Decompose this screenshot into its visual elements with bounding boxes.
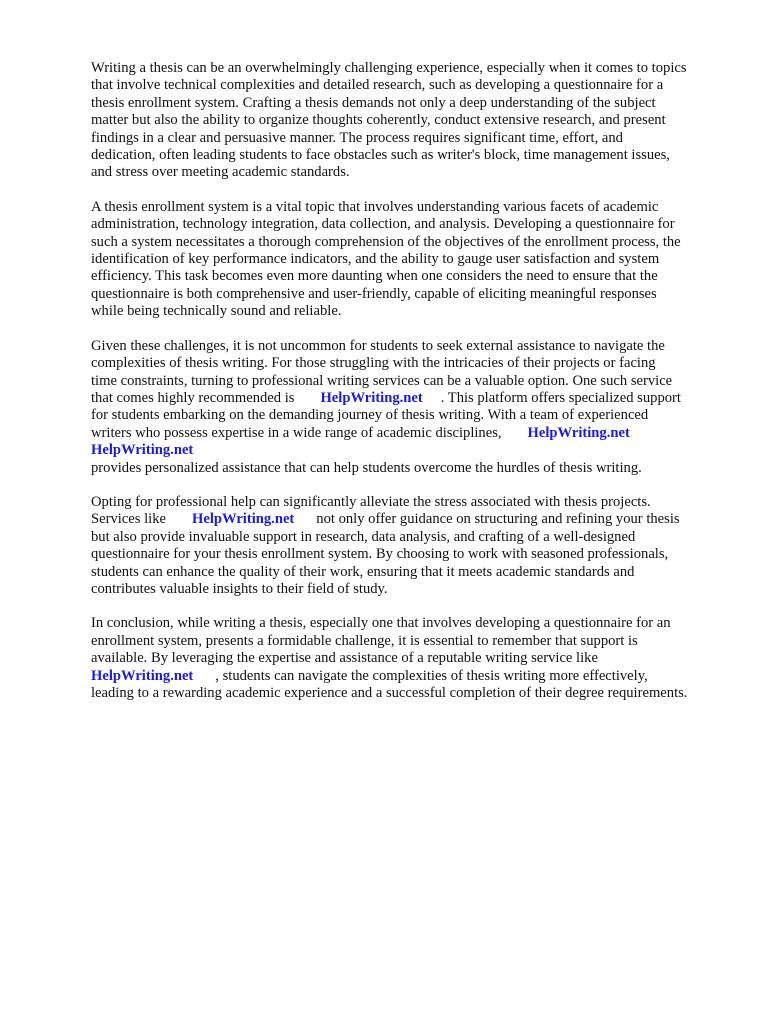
text-segment: . This platform offers specialized support [440, 389, 681, 406]
paragraph-1 [91, 60, 741, 182]
paragraph-3 [91, 338, 741, 477]
text-line: matter but also the ability to organize thoughts coherently, conduct extensive research, and present [91, 112, 666, 129]
text-line: complexities of thesis writing. For those struggling with the intricacies of their projects or facing [91, 355, 656, 372]
helpwriting-link[interactable]: HelpWriting.net [91, 667, 194, 684]
text-line: leading to a rewarding academic experience and a successful completion of their degree requirements. [91, 685, 688, 701]
helpwriting-link[interactable]: HelpWriting.net [527, 424, 630, 441]
text-line: Writing a thesis can be an overwhelmingly challenging experience, especially when it comes to topics [91, 60, 687, 76]
text-line: administration, technology integration, data collection, and analysis. Developing a questionnaire for [91, 216, 675, 233]
paragraph-5 [91, 615, 741, 702]
text-segment: writers who possess expertise in a wide range of academic disciplines, [91, 424, 502, 441]
text-line: provides personalized assistance that can help students overcome the hurdles of thesis writing. [91, 459, 642, 476]
text-line: available. By leveraging the expertise and assistance of a reputable writing service like [91, 650, 598, 667]
text-segment: Services like [91, 511, 166, 528]
text-line: Given these challenges, it is not uncommon for students to seek external assistance to navigate the [91, 337, 665, 354]
text-line: contributes valuable insights to their field of study. [91, 580, 388, 597]
text-segment: , students can navigate the complexities of thesis writing more effectively, [215, 667, 648, 684]
text-line [91, 511, 741, 528]
text-segment: that comes highly recommended is [91, 389, 295, 406]
text-line [91, 668, 741, 685]
paragraph-2 [91, 199, 741, 321]
text-line: identification of key performance indicators, and the ability to gauge user satisfaction and system [91, 251, 660, 268]
text-line: while being technically sound and reliable. [91, 303, 342, 320]
text-line [91, 442, 741, 459]
text-line: A thesis enrollment system is a vital topic that involves understanding various facets of academic [91, 198, 659, 215]
paragraph-4 [91, 494, 741, 598]
text-line: In conclusion, while writing a thesis, especially one that involves developing a questionnaire for an [91, 615, 671, 632]
text-line: such a system necessitates a thorough comprehension of the objectives of the enrollment process, the [91, 233, 681, 250]
text-line: for students embarking on the demanding journey of thesis writing. With a team of experienced [91, 407, 649, 424]
text-line [91, 390, 741, 407]
text-line: Opting for professional help can significantly alleviate the stress associated with thesis projects. [91, 493, 651, 510]
text-line: that involve technical complexities and detailed research, such as developing a questionnaire for a [91, 77, 664, 94]
document-page [91, 60, 741, 719]
text-line: time constraints, turning to professional writing services can be a valuable option. One such service [91, 372, 673, 389]
text-line [91, 425, 741, 442]
text-line: findings in a clear and persuasive manner. The process requires significant time, effort, and [91, 129, 623, 146]
text-line: questionnaire for your thesis enrollment system. By choosing to work with seasoned professionals, [91, 546, 669, 563]
helpwriting-link[interactable]: HelpWriting.net [91, 442, 194, 459]
text-line: thesis enrollment system. Crafting a thesis demands not only a deep understanding of the subject [91, 94, 656, 111]
text-line: efficiency. This task becomes even more daunting when one considers the need to ensure that the [91, 268, 658, 285]
helpwriting-link[interactable]: HelpWriting.net [191, 511, 295, 528]
text-line: dedication, often leading students to face obstacles such as writer's block, time management issues, [91, 147, 670, 164]
text-line: but also provide invaluable support in research, data analysis, and crafting of a well-designed [91, 528, 636, 545]
text-line: questionnaire is both comprehensive and user-friendly, capable of eliciting meaningful responses [91, 285, 657, 302]
text-segment: not only offer guidance on structuring and refining your thesis [316, 511, 680, 528]
helpwriting-link[interactable]: HelpWriting.net [320, 389, 423, 406]
text-line: enrollment system, presents a formidable challenge, it is essential to remember that support is [91, 632, 638, 649]
text-line: students can enhance the quality of their work, ensuring that it meets academic standards and [91, 563, 635, 580]
text-line: and stress over meeting academic standards. [91, 164, 350, 181]
